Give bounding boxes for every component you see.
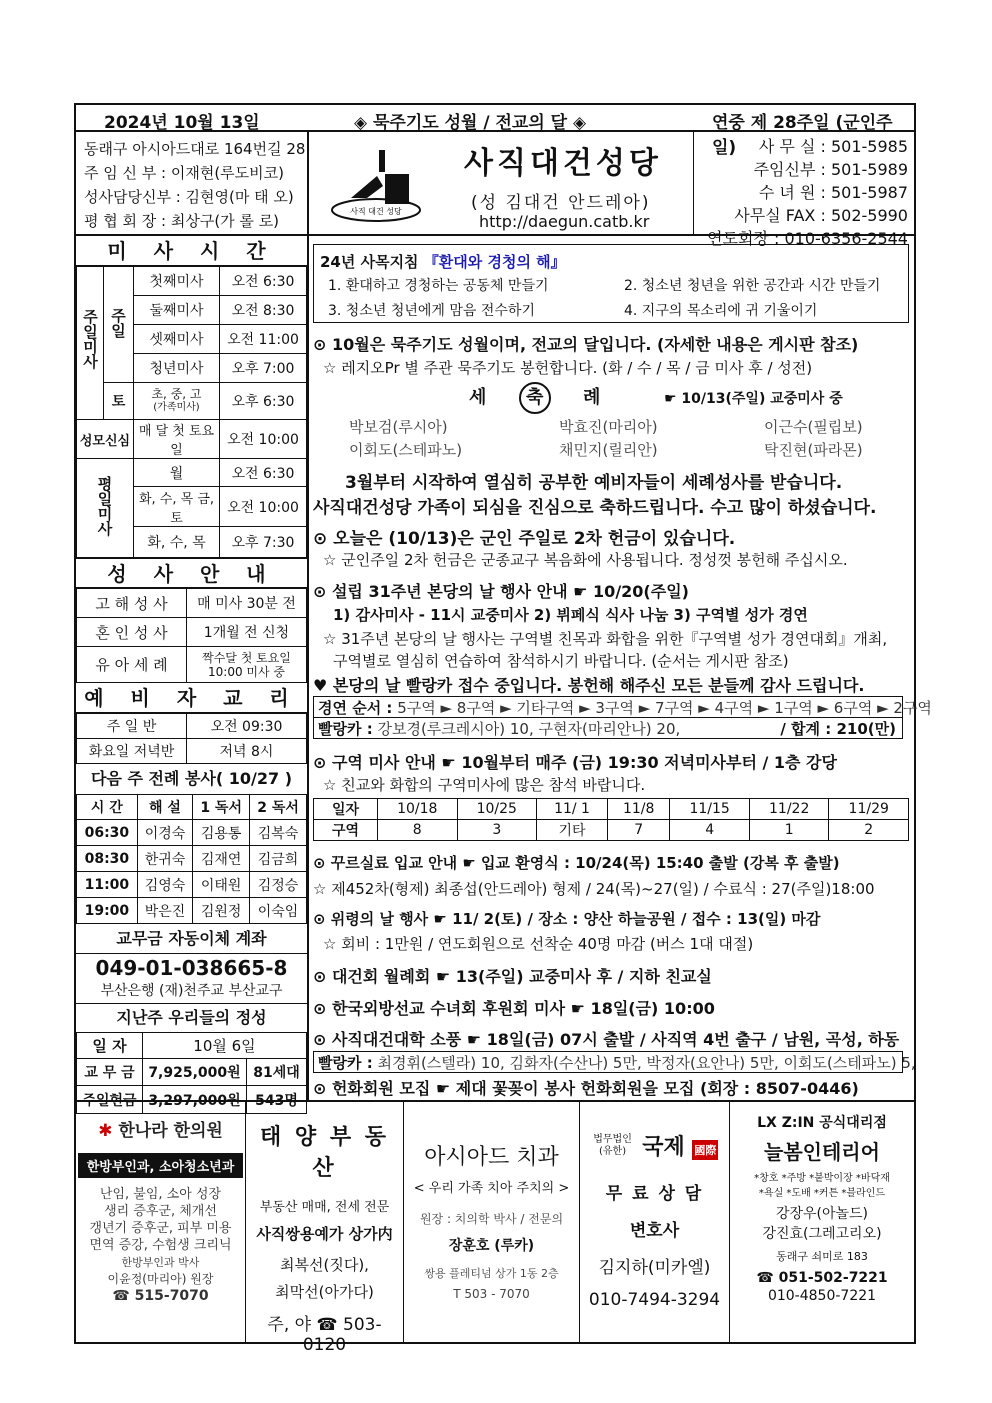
saturday-mass-name: 초, 중, 고 (가족미사) [134,383,220,420]
baptism-note: ☛ 10/13(주일) 교중미사 중 [664,391,843,407]
zone-number: 2 [829,820,909,841]
motto-item: 4. 지구의 목소리에 귀 기울이기 [624,303,818,319]
sacrament-priest: 성사담당신부 : 김현영(마 태 오) [84,188,294,206]
weekday-time: 오후 7:30 [220,527,307,558]
holy-devotion-label: 성모신심 [77,420,134,459]
baptism-name: 채민지(릴리안) [559,441,658,459]
zone-number: 7 [608,820,670,841]
contest-order: 경연 순서 : 5구역 ► 8구역 ► 기타구역 ► 3구역 ► 7구역 ► 4구역 ► 1구역 ► 6구역 ► 2구역 [313,696,903,718]
service-cell: 김복숙 [250,820,307,846]
clinic-name: ✱ 한나라 한의원 [98,1121,223,1141]
realty-agent: 최복선(짓다), [280,1256,369,1274]
service-time: 19:00 [77,898,138,924]
zone-label: 구역 [314,820,378,841]
mass-time: 오전 8:30 [220,296,307,325]
clinic-specialty: 한방부인과, 소아청소년과 [78,1153,243,1178]
clinic-details: 난임, 불임, 소아 성장 생리 증후군, 체개선 갱년기 증후군, 피부 미용 면역 증강, 수험생 크리닉 한방부인과 박사 이윤정(마리아) 원장 ☎ 515-7070 [89,1187,232,1304]
parish-title-block [309,132,694,236]
zone-date: 11/15 [670,799,750,820]
offering-count: 81세대 [247,1059,307,1086]
pastor: 주 임 신 부 : 이재현(루도비코) [84,164,284,182]
notice-rosary: ⊙ 10월은 묵주기도 성월이며, 전교의 달입니다. (자세한 내용은 게시판 참조) [313,335,859,354]
liturgical-week: 연중 제 28주일 (군인주일) [712,113,893,158]
law-firm-stamp: 國際 [692,1140,718,1160]
baptism-name: 이근수(필립보) [764,418,863,436]
offering-date: 10월 6일 [143,1033,307,1059]
clinic-flower-icon: ✱ [98,1121,113,1141]
pastoral-motto-box [313,244,909,323]
motto-item: 2. 청소년 청년을 위한 공간과 시간 만들기 [624,278,881,294]
service-cell: 김금희 [250,846,307,872]
zone-dates-label: 일자 [314,799,378,820]
zone-mass-detail: ☆ 친교와 화합의 구역미사에 많은 참석 바랍니다. [323,776,646,794]
notice-zone-mass: ⊙ 구역 미사 안내 ☛ 10월부터 매주 (금) 19:30 저녁미사부터 / 1층 강당 [313,753,837,772]
convent-phone: 수 녀 원 : 501-5987 [758,183,908,202]
baptism-message: 사직대건성당 가족이 되심을 진심으로 축하드립니다. 수고 많이 하셨습니다. [313,498,877,518]
zone-date: 11/29 [829,799,909,820]
ad-law-firm [580,1102,730,1344]
service-header: 2 독서 [250,795,307,820]
funeral-phone: 연도회장 : 010-6356-2544 [707,229,908,248]
dental-slogan: < 우리 가족 치아 주치의 > [413,1181,570,1196]
sacrament-name: 고 해 성 사 [77,589,187,618]
sacrament-info: 1개월 전 신청 [187,618,307,647]
parish-website[interactable]: http://daegun.catb.kr [479,212,650,231]
free-consult: 무 료 상 담 [605,1184,704,1204]
interior-brand: LX Z:IN 공식대리점 [757,1115,887,1131]
realty-agent: 최막선(아가다) [275,1283,374,1301]
interior-mobile: 010-4850-7221 [767,1288,877,1304]
notice-rosary-detail: ☆ 레지오Pr 별 주관 묵주기도 봉헌합니다. (화 / 수 / 목 / 금 미사 후 / 성전) [323,359,813,377]
realty-name: 태 양 부 동 산 [260,1125,389,1181]
dental-phone: T 503 - 7070 [453,1287,530,1301]
offering-amount: 3,297,000원 [143,1086,247,1114]
zone-number: 3 [457,820,537,841]
class-time: 저녁 8시 [187,739,307,764]
sunday-group-label: 주일미사 [77,267,104,420]
zone-date: 11/22 [749,799,829,820]
all-souls-detail: ☆ 회비 : 1만원 / 연도회원으로 선착순 40명 마감 (버스 1대 대절) [323,935,754,953]
baptism-name: 탁진현(파라몬) [764,441,863,459]
class-name: 화요일 저녁반 [77,739,187,764]
anniversary-detail: 구역별로 열심히 연습하여 참석하시기 바랍니다. (순서는 게시판 참조) [333,652,789,670]
donation-title: 교무금 자동이체 계좌 [76,924,307,954]
zone-mass-table [313,798,909,841]
service-time: 11:00 [77,872,138,898]
pastor-phone: 주임신부 : 501-5989 [753,160,908,179]
bulletin-page [74,103,932,1355]
parish-logo [321,146,431,224]
mass-time: 오후 7:00 [220,354,307,383]
lawyer-title: 변호사 [629,1221,680,1241]
contact-numbers [694,132,914,248]
weekday-days: 화, 수, 목 금, 토 [134,487,220,527]
service-cell: 김영숙 [137,872,192,898]
realty-phone: 주, 야 ☎ 503-0120 [267,1315,382,1355]
notice-military-detail: ☆ 군인주일 2차 헌금은 군종교구 복음화에 사용됩니다. 정성껏 봉헌해 주십시오. [323,551,848,569]
month-theme: ◈ 묵주기도 성월 / 전교의 달 ◈ [354,113,587,133]
weekday-days: 월 [134,459,220,487]
zone-number: 8 [378,820,458,841]
motto-item: 1. 환대하고 경청하는 공동체 만들기 [328,278,549,294]
zone-date: 10/25 [457,799,537,820]
service-time: 08:30 [77,846,138,872]
notice-flower-members: ⊙ 헌화회원 모집 ☛ 제대 꽃꽂이 봉사 헌화회원을 모집 (회장 : 8507-0446) [313,1079,859,1098]
motto-title: 24년 사목지침 『환대와 경청의 해』 [320,253,566,271]
fax-number: 사무실 FAX : 502-5990 [734,206,908,225]
zone-number: 기타 [537,820,608,841]
notice-anniversary: ⊙ 설립 31주년 본당의 날 행사 안내 ☛ 10/20(주일) [313,582,689,601]
parish-patron: (성 김대건 안드레아) [471,193,651,213]
baptism-name: 박보검(루시아) [349,418,448,436]
notice-daegun-meeting: ⊙ 대건회 월례회 ☛ 13(주일) 교중미사 후 / 지하 친교실 [313,967,712,986]
service-header: 1 독서 [193,795,250,820]
service-cell: 김재연 [193,846,250,872]
class-time: 오전 09:30 [187,714,307,739]
mass-time: 오전 6:30 [220,267,307,296]
offering-title: 지난주 우리들의 정성 [116,1008,267,1027]
palanca-list: 빨랑카 : 강보경(루크레시아) 10, 구현자(마리안나) 20, / 합계 : 210(만) [313,717,903,739]
mass-name: 셋째미사 [134,325,220,354]
interior-phone: ☎ 051-502-7221 [756,1270,888,1286]
mass-name: 청년미사 [134,354,220,383]
offering-count: 543명 [247,1086,307,1114]
catechumen-title: 예 비 자 교 리 [76,683,307,713]
sacrament-table [76,588,307,683]
palanca-notice: ♥ 본당의 날 빨랑카 접수 중입니다. 봉헌해 해주신 모든 분들께 감사 드립니다. [313,676,865,695]
lawyer-phone: 010-7494-3294 [588,1290,721,1310]
palanca-list-2: 빨랑카 : 최경휘(스텔라) 10, 김화자(수산나) 5만, 박정자(요안나) 5만, 이회도(스테파노) 5, [313,1051,903,1073]
sacrament-title: 성 사 안 내 [76,558,307,588]
motto-item: 3. 청소년 청년에게 맘음 전수하기 [328,303,535,319]
baptism-name: 박효진(마리아) [559,418,658,436]
zone-date: 11/ 1 [537,799,608,820]
sacrament-name: 혼 인 성 사 [77,618,187,647]
office-phone: 사 무 실 : 501-5985 [758,137,908,156]
service-cell: 이경숙 [137,820,192,846]
weekday-days: 화, 수, 목 [134,527,220,558]
sacrament-info: 매 미사 30분 전 [187,589,307,618]
logo-text: 사직 대건 성당 [350,207,402,216]
parish-staff [76,132,309,236]
baptism-name: 이회도(스테파노) [349,441,463,459]
baptism-message: 3월부터 시작하여 열심히 공부한 예비자들이 세례성사를 받습니다. [345,473,843,493]
class-name: 주 일 반 [77,714,187,739]
offering-date-label: 일 자 [77,1033,143,1059]
service-cell: 박은진 [137,898,192,924]
service-cell: 김용통 [193,820,250,846]
dental-address: 쌍용 플레티넘 상가 1동 2층 [424,1267,559,1280]
ad-dental [404,1102,580,1344]
celebration-emblem: 축 [519,382,551,414]
service-time: 06:30 [77,820,138,846]
holy-devotion-day: 매 달 첫 토요일 [134,420,220,459]
weekday-time: 오전 6:30 [220,459,307,487]
offering-type: 주일헌금 [77,1086,143,1114]
realty-location: 사직쌍용예가 상가内 [256,1225,393,1243]
service-cell: 이태원 [193,872,250,898]
parish-name: 사직대건성당 [464,146,662,181]
sunday-label: 주일 [104,267,134,383]
donation-bank: 부산은행 (재)천주교 부산교구 [76,980,307,1004]
notice-all-souls: ⊙ 위령의 날 행사 ☛ 11/ 2(토) / 장소 : 양산 하늘공원 / 접수 : 13(일) 마감 [313,910,821,928]
mass-times-title: 미 사 시 간 [76,236,307,266]
sacrament-info: 짝수달 첫 토요일 10:00 미사 중 [187,647,307,683]
mass-times-table [76,266,307,558]
service-cell: 한귀숙 [137,846,192,872]
dental-name: 아시아드 치과 [424,1145,559,1170]
saturday-mass-time: 오후 6:30 [220,383,307,420]
left-column [76,236,309,1109]
zone-date: 10/18 [378,799,458,820]
service-cell: 이숙임 [250,898,307,924]
service-header: 해 설 [137,795,192,820]
mass-name: 첫째미사 [134,267,220,296]
interior-services: *창호 *주방 *붙박이장 *바닥재 *욕실 *도배 *커튼 *블라인드 [754,1173,890,1199]
dental-credentials: 원장 : 치의학 박사 / 전문의 [419,1212,564,1226]
advertisements [76,1100,914,1355]
anniversary-program: 1) 감사미사 - 11시 교중미사 2) 뷔페식 식사 나눔 3) 구역별 성가 경연 [333,606,808,624]
ad-oriental-clinic [76,1102,246,1344]
mass-time: 오전 11:00 [220,325,307,354]
cursillo-detail: ☆ 제452차(형제) 최종섭(안드레아) 형제 / 24(목)~27(일) / 수료식 : 27(주일)18:00 [313,880,875,898]
mass-name: 둘째미사 [134,296,220,325]
donation-account: 049-01-038665-8 [95,956,288,980]
service-title: 다음 주 전례 봉사( 10/27 ) [90,769,293,788]
service-cell: 김정승 [250,872,307,898]
weekday-group-label: 평일미사 [77,459,134,558]
ad-interior [730,1102,914,1344]
offering-amount: 7,925,000원 [143,1059,247,1086]
notices-column [309,236,932,1100]
notice-cursillo: ⊙ 꾸르실료 입교 안내 ☛ 입교 환영식 : 10/24(목) 15:40 출발 (강복 후 출발) [313,854,840,872]
realty-service: 부동산 매매, 전세 전문 [259,1200,390,1215]
address: 동래구 아시아드대로 164번길 28 [84,140,306,158]
catechumen-table [76,713,307,764]
interior-address: 동래구 쇠미로 183 [776,1250,868,1263]
lawyer-name: 김지하(미카엘) [598,1258,711,1278]
notice-college-picnic: ⊙ 사직대건대학 소풍 ☛ 18일(금) 07시 출발 / 사직역 4번 출구 / 남원, 곡성, 하동 [313,1030,900,1049]
anniversary-detail: ☆ 31주년 본당의 날 행사는 구역별 친목과 화합을 위한『구역별 성가 경연대회』개최, [323,630,888,648]
saturday-label: 토 [104,383,134,420]
offering-type: 교 무 금 [77,1059,143,1086]
law-firm-name: 법무법인(유한) 국제 國際 [593,1134,717,1160]
weekday-time: 오전 10:00 [220,487,307,527]
baptism-title: 세 축 례 [469,382,600,414]
interior-staff: 강장우(아놀드) 강진효(그레고리오) [762,1206,882,1242]
holy-devotion-time: 오전 10:00 [220,420,307,459]
bulletin-date: 2024년 10월 13일 [104,113,260,133]
notice-military-sunday: ⊙ 오늘은 (10/13)은 군인 주일로 2차 헌금이 있습니다. [313,529,736,549]
zone-number: 1 [749,820,829,841]
ad-real-estate [246,1102,404,1355]
zone-date: 11/8 [608,799,670,820]
dental-director: 장훈호 (루카) [448,1238,535,1254]
zone-number: 4 [670,820,750,841]
notice-mission-mass: ⊙ 한국외방선교 수녀회 후원회 미사 ☛ 18일(금) 10:00 [313,999,715,1018]
service-table [76,794,307,924]
service-header: 시 간 [77,795,138,820]
council-president: 평 협 회 장 : 최상구(가 롤 로) [84,212,280,230]
service-cell: 김원정 [193,898,250,924]
sacrament-name: 유 아 세 례 [77,647,187,683]
interior-name: 늘봄인테리어 [764,1140,880,1164]
